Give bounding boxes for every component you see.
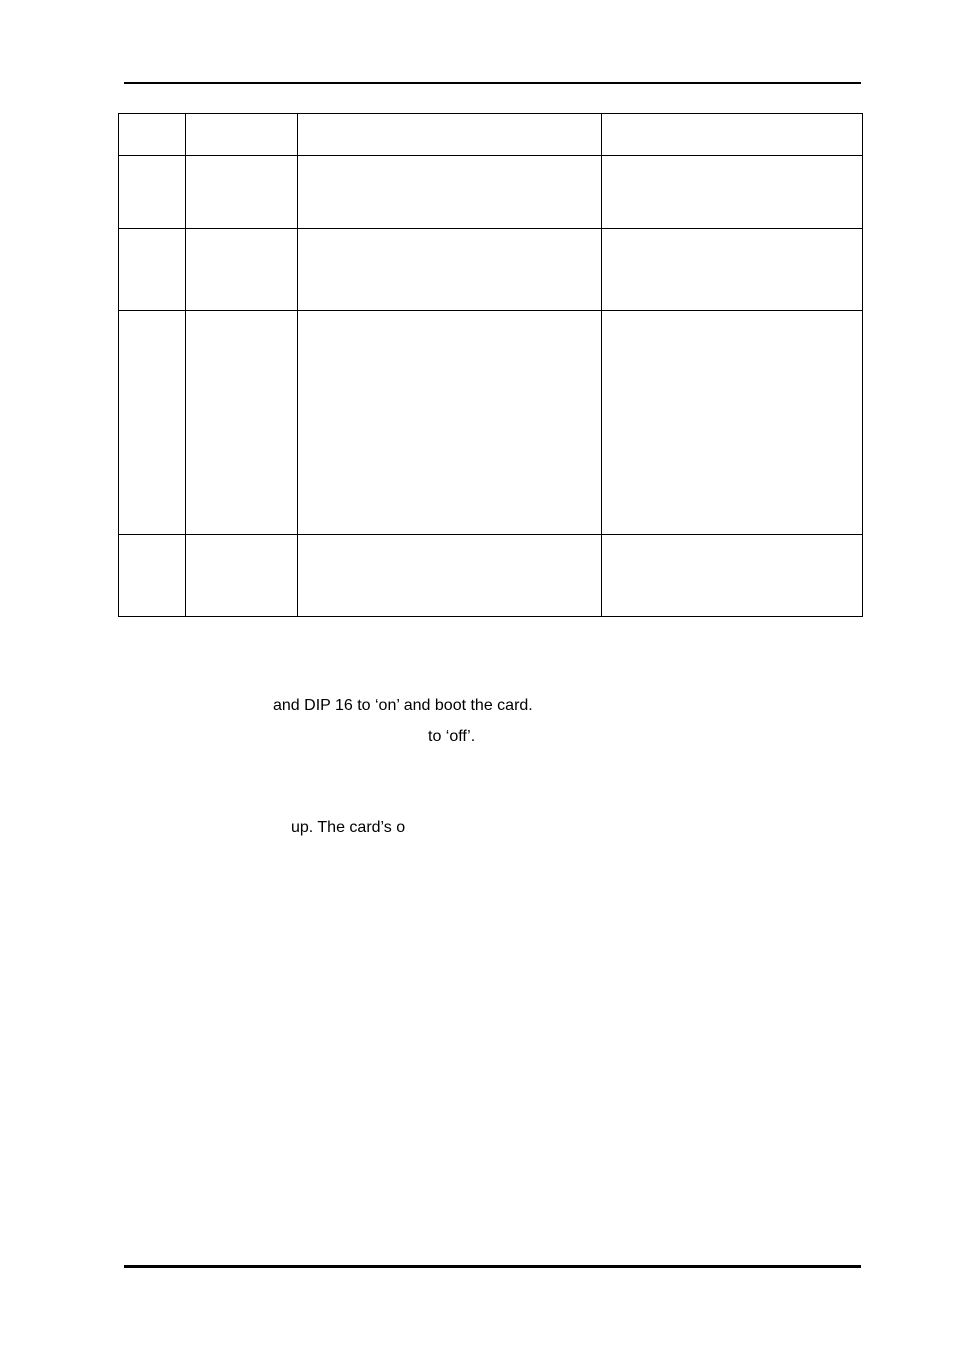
footer-rule — [124, 1265, 861, 1268]
table-cell — [186, 156, 298, 229]
table-cell — [297, 535, 601, 617]
table-row — [119, 114, 863, 156]
table-cell — [601, 535, 862, 617]
table-row — [119, 229, 863, 311]
table-cell — [119, 229, 186, 311]
table-cell — [119, 114, 186, 156]
table-cell — [119, 156, 186, 229]
table-cell — [186, 114, 298, 156]
table-cell — [186, 229, 298, 311]
table-row — [119, 156, 863, 229]
body-text-line: and DIP 16 to ‘on’ and boot the card. — [273, 697, 533, 714]
table-cell — [297, 156, 601, 229]
body-text-line: up. The card’s o — [291, 819, 406, 836]
table-row — [119, 311, 863, 535]
table-cell — [186, 311, 298, 535]
body-text-line: to ‘off’. — [428, 728, 476, 745]
table-cell — [601, 114, 862, 156]
table-cell — [297, 229, 601, 311]
table-cell — [297, 311, 601, 535]
table-cell — [186, 535, 298, 617]
settings-table — [118, 113, 863, 617]
table-cell — [119, 311, 186, 535]
table-cell — [601, 311, 862, 535]
header-rule — [124, 82, 861, 84]
table-cell — [297, 114, 601, 156]
table-cell — [601, 229, 862, 311]
table-cell — [119, 535, 186, 617]
table-row — [119, 535, 863, 617]
table-cell — [601, 156, 862, 229]
